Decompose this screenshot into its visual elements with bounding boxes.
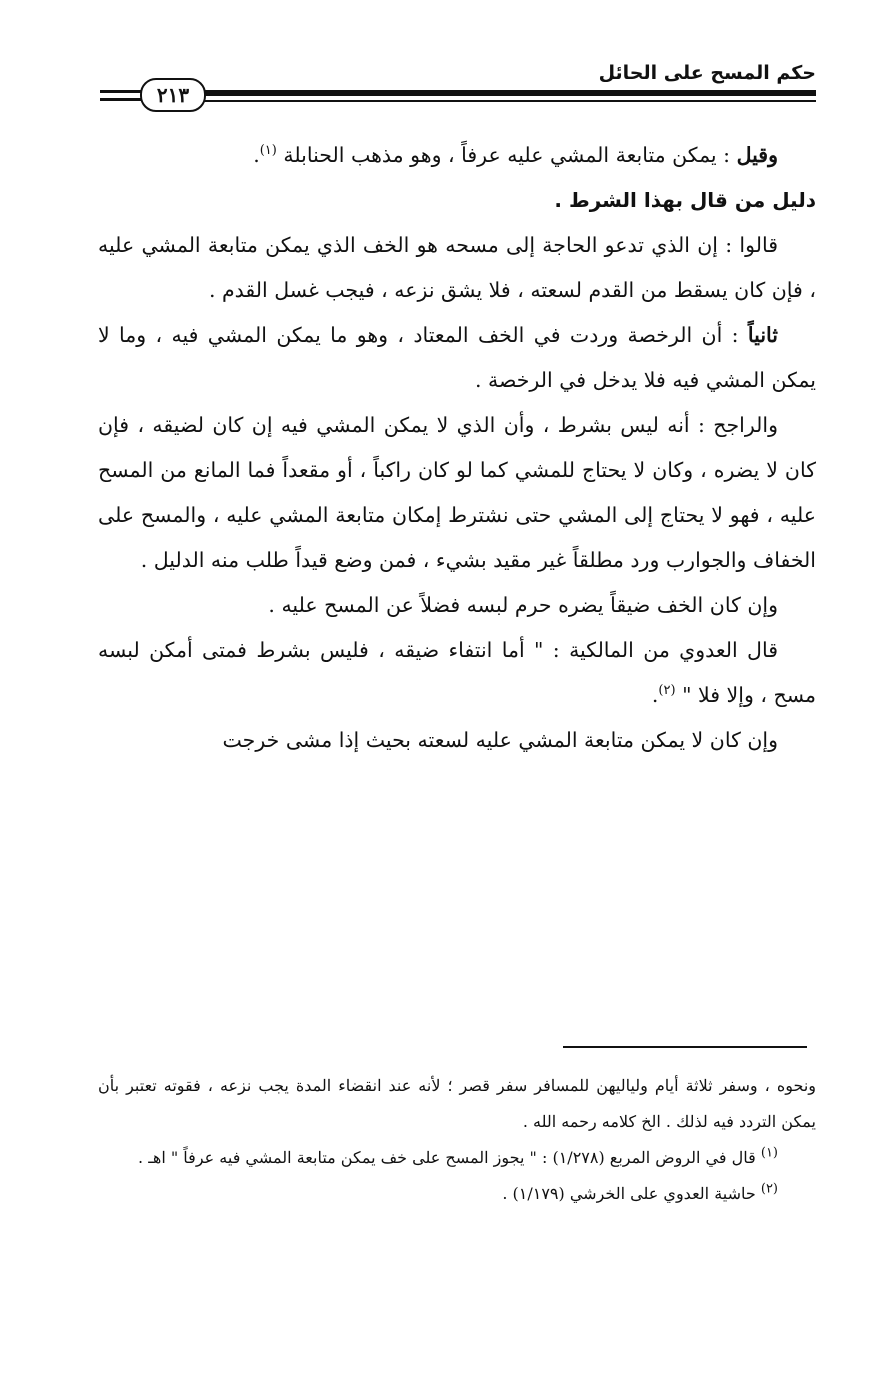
- paragraph-end: .: [651, 683, 659, 707]
- paragraph-3: [98, 313, 816, 403]
- paragraph-text: : يمكن متابعة المشي عليه عرفاً ، وهو مذهب الحنابلة: [276, 143, 737, 167]
- lead-word: وقيل: [736, 143, 778, 167]
- footnote-separator: [563, 1046, 807, 1048]
- footnote-ref-2: (٢): [658, 683, 676, 699]
- header-rule-thin: [195, 100, 816, 102]
- paragraph-4: والراجح : أنه ليس بشرط ، وأن الذي لا يمكن المشي فيه إن كان لضيقه ، فإن كان لا يضره ، وكان لا يحتاج للمشي كما لو كان راكباً ، أو مقعداً فما المانع من المسح عليه ، فهو لا يحتاج إلى المشي حتى نشترط إمكان متابعة المشي عليه ، والمسح على الخفاف والجوارب ورد مطلقاً غير مقيد بشيء ، فمن وضع قيداً طلب منه الدليل .: [98, 413, 816, 572]
- page-number: ٢١٣: [140, 78, 206, 112]
- footnote-1: [98, 1140, 816, 1176]
- footnote-ref-1: (١): [259, 143, 277, 159]
- footnote-text: حاشية العدوي على الخرشي (١/١٧٩) .: [502, 1184, 761, 1203]
- header-rule-left-upper: [100, 90, 144, 93]
- paragraph-2: قالوا : إن الذي تدعو الحاجة إلى مسحه هو الخف الذي يمكن متابعة المشي عليه ، فإن كان يسقط من القدم لسعته ، فلا يشق نزعه ، فيجب غسل القدم .: [98, 233, 816, 302]
- page-header: [100, 60, 816, 112]
- paragraph-text: قال العدوي من المالكية : " أما انتفاء ضيقه ، فليس بشرط فمتى أمكن لبسه مسح ، وإلا فلا ": [98, 638, 816, 707]
- running-title: حكم المسح على الحائل: [598, 62, 816, 84]
- footnote-text: قال في الروض المربع (١/٢٧٨) : " يجوز المسح على خف يمكن متابعة المشي فيه عرفاً " اهـ .: [138, 1148, 761, 1167]
- paragraph-6: [98, 628, 816, 718]
- lead-word: ثانياً: [747, 323, 778, 347]
- paragraph-end: .: [253, 143, 260, 167]
- footnote-marker-2: (٢): [760, 1181, 778, 1197]
- footnote-2: [98, 1176, 816, 1212]
- paragraph-7: وإن كان لا يمكن متابعة المشي عليه لسعته بحيث إذا مشى خرجت: [222, 728, 778, 752]
- paragraph-text: : أن الرخصة وردت في الخف المعتاد ، وهو ما يمكن المشي فيه ، وما لا يمكن المشي فيه فلا يدخل في الرخصة .: [98, 323, 816, 392]
- footnote-continuation: ونحوه ، وسفر ثلاثة أيام ولياليهن للمسافر سفر قصر ؛ لأنه عند انقضاء المدة يجب نزعه ، فقوته تعتبر بأن يمكن التردد فيه لذلك . الخ كلامه رحمه الله .: [98, 1076, 816, 1131]
- footnotes: [98, 1068, 816, 1212]
- paragraph-5: وإن كان الخف ضيقاً يضره حرم لبسه فضلاً عن المسح عليه .: [268, 593, 778, 617]
- main-text: [98, 133, 816, 763]
- header-rule-left-lower: [100, 98, 144, 101]
- paragraph-1: [98, 133, 816, 178]
- footnote-marker-1: (١): [760, 1145, 778, 1161]
- header-rule-thick: [195, 90, 816, 96]
- section-heading: دليل من قال بهذا الشرط .: [554, 188, 816, 212]
